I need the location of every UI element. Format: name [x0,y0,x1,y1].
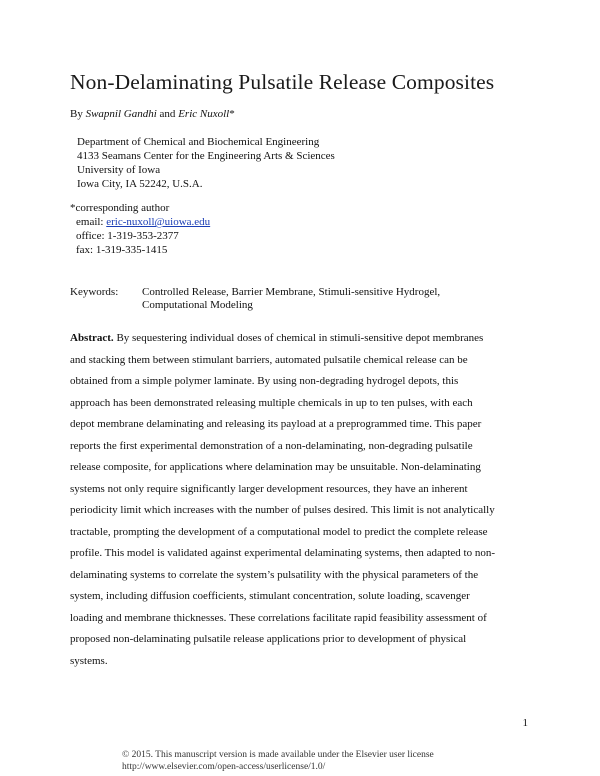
page-number: 1 [522,717,528,729]
license-footer [122,749,434,773]
author-2[interactable]: Eric Nuxoll [178,108,230,120]
abstract-line: and stacking them between stimulant barriers, automated pulsatile chemical release can be [70,353,468,366]
keywords-line: Computational Modeling [142,299,253,311]
abstract-label: Abstract. [70,332,114,344]
email-label: email: [76,216,104,228]
email-line [70,215,210,229]
abstract-line: reports the first experimental demonstration of a non-delaminating, non-degrading pulsatile [70,439,473,452]
abstract-line: delaminating systems to correlate the system’s pulsatility with the physical parameters of the [70,568,479,581]
fax-number: fax: 1-319-335-1415 [76,244,168,256]
affiliation-line: University of Iowa [77,164,161,176]
byline-prefix: By [70,108,83,120]
corresponding-author-heading: *corresponding author [70,202,170,214]
abstract-line: loading and membrane thicknesses. These correlations facilitate rapid feasibility assessment of [70,611,487,624]
author-1[interactable]: Swapnil Gandhi [85,108,157,120]
affiliation-line: 4133 Seamans Center for the Engineering Arts & Sciences [77,150,335,162]
keywords-list [142,286,502,312]
abstract-line: release composite, for applications where delamination may be unsuitable. Non-delaminating [70,461,481,473]
license-url[interactable]: http://www.elsevier.com/open-access/userlicense/1.0/ [122,762,326,772]
abstract-line: obtained from a simple polymer laminate. By using non-degrading hydrogel depots, this [70,375,459,387]
abstract-line: system, including diffusion coefficients, stimulant concentration, solute loading, scavenger [70,590,470,602]
abstract-line: approach has been demonstrated releasing multiple chemicals in up to ten pulses, with each [70,396,473,409]
abstract [70,328,534,672]
abstract-line: periodicity limit which increases with the number of pulses desired. This limit is not analytically [70,504,495,516]
abstract-line: proposed non-delaminating pulsatile release applications prior to development of physical [70,633,467,645]
abstract-line: systems. [70,654,108,667]
abstract-line: profile. This model is validated against experimental delaminating systems, then adapted to non- [70,547,496,559]
office-phone: office: 1-319-353-2377 [76,230,179,242]
paper-title: Non-Delaminating Pulsatile Release Composites [70,70,495,94]
contact-block [70,201,210,257]
abstract-line [70,328,534,350]
abstract-line: tractable, prompting the development of a computational model to predict the complete release [70,525,488,538]
license-notice: © 2015. This manuscript version is made available under the Elsevier user license [122,750,434,760]
keywords-label: Keywords: [70,286,119,298]
abstract-line: systems not only require significantly larger development resources, they have an inherent [70,482,468,495]
abstract-text: By sequestering individual doses of chemical in stimuli-sensitive depot membranes [116,332,484,344]
email-link[interactable]: eric-nuxoll@uiowa.edu [106,216,211,228]
affiliation-line: Department of Chemical and Biochemical Engineering [77,136,320,148]
affiliation-block [77,135,335,191]
byline [70,108,235,120]
abstract-line: depot membrane delaminating and releasing its payload at a preprogrammed time. This paper [70,418,482,430]
byline-conjunction: and [159,108,176,120]
affiliation-line: Iowa City, IA 52242, U.S.A. [77,178,203,190]
keywords-line: Controlled Release, Barrier Membrane, Stimuli-sensitive Hydrogel, [142,286,441,298]
corresponding-asterisk: * [229,108,235,120]
